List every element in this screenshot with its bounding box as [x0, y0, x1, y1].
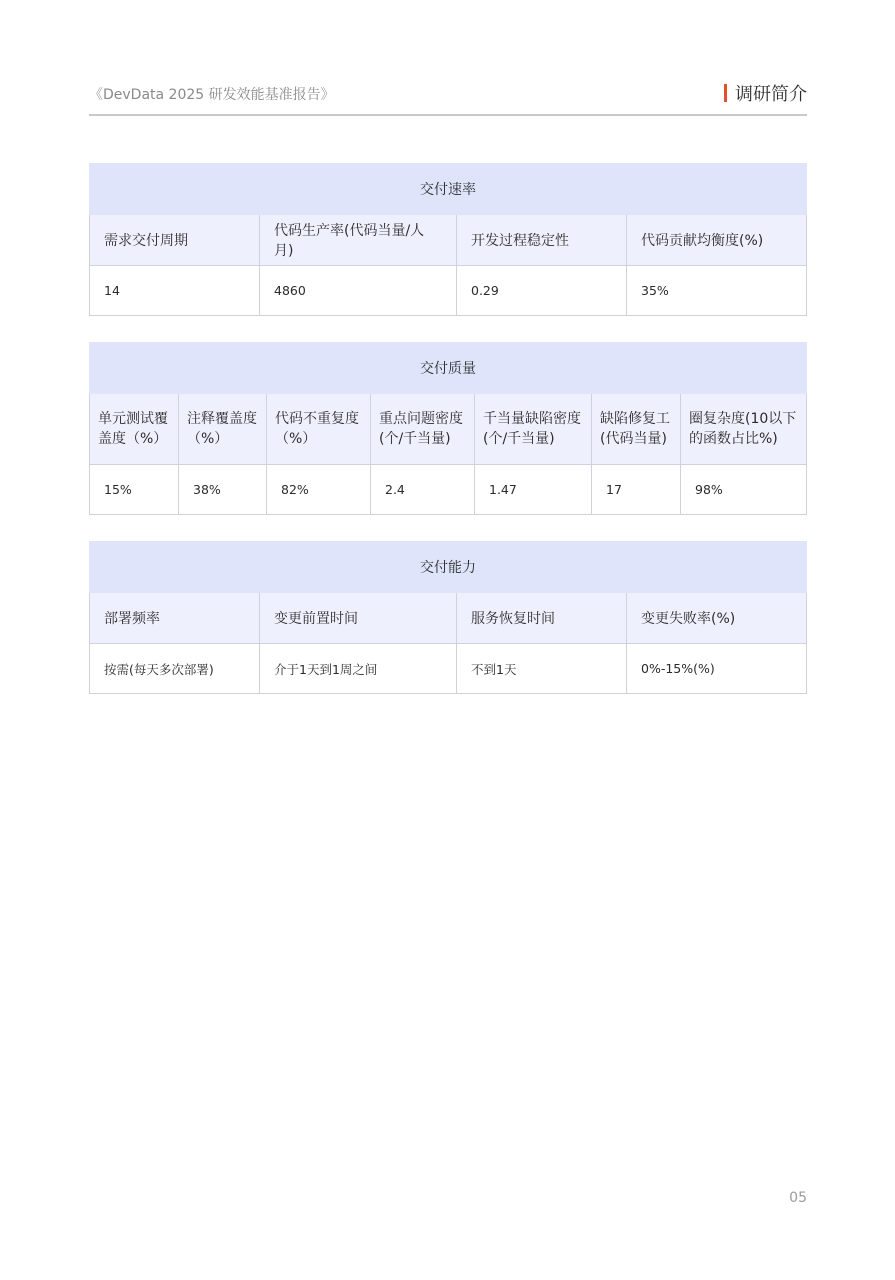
- table-caption-row: [90, 343, 807, 394]
- column-header: [267, 394, 371, 465]
- velocity-table-title: 交付速率: [90, 164, 807, 215]
- quality-table: [89, 342, 807, 515]
- column-header-line: 注释覆盖度: [187, 411, 257, 427]
- column-header-line: （%）: [187, 431, 229, 447]
- column-header-line: 缺陷修复工: [600, 411, 670, 427]
- column-header: 代码贡献均衡度(%): [627, 215, 807, 266]
- table-cell: 14: [90, 266, 260, 316]
- capability-table: [89, 541, 807, 694]
- column-header-line: (个/千当量): [379, 431, 451, 447]
- column-header: [592, 394, 681, 465]
- report-title: 《DevData 2025 研发效能基准报告》: [89, 87, 335, 103]
- page-header: [89, 82, 807, 116]
- table-caption-row: [90, 164, 807, 215]
- table-cell: 1.47: [475, 465, 592, 515]
- column-header: [179, 394, 267, 465]
- column-header: 部署频率: [90, 593, 260, 644]
- table-cell: 15%: [90, 465, 179, 515]
- table-caption-row: [90, 542, 807, 593]
- column-header-line: (代码当量): [600, 431, 667, 447]
- table-cell: 17: [592, 465, 681, 515]
- table-cell: 按需(每天多次部署): [90, 644, 260, 694]
- page-number: 05: [789, 1190, 807, 1206]
- table-cell: 38%: [179, 465, 267, 515]
- column-header: 变更失败率(%): [627, 593, 807, 644]
- column-header-line: 的函数占比%): [689, 431, 778, 447]
- table-row: [90, 465, 807, 515]
- column-header: [475, 394, 592, 465]
- column-header: [90, 394, 179, 465]
- table-cell: 2.4: [371, 465, 475, 515]
- column-header: 服务恢复时间: [457, 593, 627, 644]
- column-header: 需求交付周期: [90, 215, 260, 266]
- column-header-line: 圈复杂度(10以下: [689, 411, 797, 427]
- table-header-row: [90, 215, 807, 266]
- table-row: [90, 266, 807, 316]
- column-header-line: 盖度（%）: [98, 431, 168, 447]
- column-header-line: (个/千当量): [483, 431, 555, 447]
- column-header: 变更前置时间: [260, 593, 457, 644]
- column-header-line: 代码不重复度: [275, 411, 359, 427]
- table-cell: 介于1天到1周之间: [260, 644, 457, 694]
- table-cell: 0.29: [457, 266, 627, 316]
- column-header: 开发过程稳定性: [457, 215, 627, 266]
- column-header-line: （%）: [275, 431, 317, 447]
- quality-table-title: 交付质量: [90, 343, 807, 394]
- table-cell: 35%: [627, 266, 807, 316]
- table-header-row: [90, 394, 807, 465]
- table-header-row: [90, 593, 807, 644]
- column-header-line: 重点问题密度: [379, 411, 463, 427]
- table-cell: 不到1天: [457, 644, 627, 694]
- table-cell: 4860: [260, 266, 457, 316]
- section-label-text: 调研简介: [735, 84, 807, 105]
- capability-table-title: 交付能力: [90, 542, 807, 593]
- column-header-line: 单元测试覆: [98, 411, 168, 427]
- column-header: [681, 394, 807, 465]
- table-cell: 98%: [681, 465, 807, 515]
- velocity-table: [89, 163, 807, 316]
- column-header: 代码生产率(代码当量/人月): [260, 215, 457, 266]
- column-header: [371, 394, 475, 465]
- table-row: [90, 644, 807, 694]
- column-header-line: 千当量缺陷密度: [483, 411, 581, 427]
- section-marker: [724, 84, 727, 102]
- section-label: [724, 82, 807, 104]
- table-cell: 0%-15%(%): [627, 644, 807, 694]
- table-cell: 82%: [267, 465, 371, 515]
